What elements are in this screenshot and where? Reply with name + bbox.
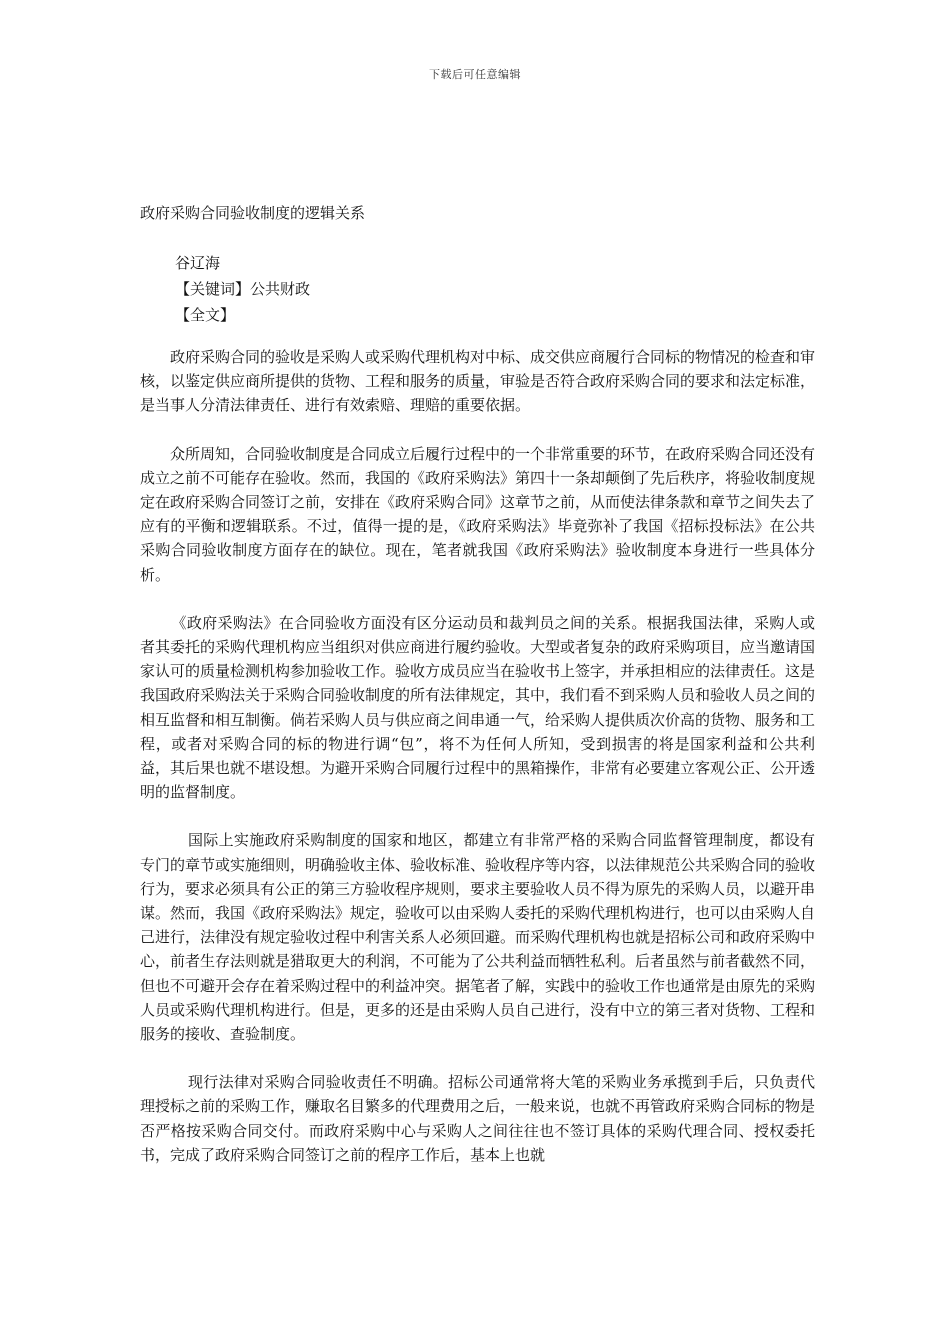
paragraph: 国际上实施政府采购制度的国家和地区，都建立有非常严格的采购合同监督管理制度，都设有专门的章节或实施细则，明确验收主体、验收标准、验收程序等内容，以法律规范公共采购合同的验收行为，要求必须具有公正的第三方验收程序规则，要求主要验收人员不得为原先的采购人员，以避开串谋。然而，我国《政府采购法》规定，验收可以由采购人委托的采购代理机构进行，也可以由采购人自己进行，法律没有规定验收过程中利害关系人必须回避。而采购代理机构也就是招标公司和政府采购中心，前者生存法则就是猎取更大的利润，不可能为了公共利益而牺牲私利。后者虽然与前者截然不同，但也不可避开会存在着采购过程中的利益冲突。据笔者了解，实践中的验收工作也通常是由原先的采购人员或采购代理机构进行。但是，更多的还是由采购人员自己进行，没有中立的第三者对货物、工程和服务的接收、查验制度。 xyxy=(140,831,816,1044)
keywords-line: 【关键词】公共财政 xyxy=(175,280,311,298)
paragraph: 《政府采购法》在合同验收方面没有区分运动员和裁判员之间的关系。根据我国法律，采购人或者其委托的采购代理机构应当组织对供应商进行履约验收。大型或者复杂的政府采购项目，应当邀请国家认可的质量检测机构参加验收工作。验收方成员应当在验收书上签字，并承担相应的法律责任。这是我国政府采购法关于采购合同验收制度的所有法律规定，其中，我们看不到采购人员和验收人员之间的相互监督和相互制衡。倘若采购人员与供应商之间串通一气，给采购人提供质次价高的货物、服务和工程，或者对采购合同的标的物进行调“包”，将不为任何人所知，受到损害的将是国家利益和公共利益，其后果也就不堪设想。为避开采购合同履行过程中的黑箱操作，非常有必要建立客观公正、公开透明的监督制度。 xyxy=(140,613,816,802)
paragraph: 政府采购合同的验收是采购人或采购代理机构对中标、成交供应商履行合同标的物情况的检查和审核，以鉴定供应商所提供的货物、工程和服务的质量，审验是否符合政府采购合同的要求和法定标准，是当事人分清法律责任、进行有效索赔、理赔的重要依据。 xyxy=(140,348,816,415)
article-meta xyxy=(175,250,310,328)
header-note: 下载后可任意编辑 xyxy=(429,68,521,81)
paragraph: 众所周知，合同验收制度是合同成立后履行过程中的一个非常重要的环节，在政府采购合同还没有成立之前不可能存在验收。然而，我国的《政府采购法》第四十一条却颠倒了先后秩序，将验收制度规定在政府采购合同签订之前，安排在《政府采购合同》这章节之前，从而使法律条款和章节之间失去了应有的平衡和逻辑联系。不过，值得一提的是，《政府采购法》毕竟弥补了我国《招标投标法》在公共采购合同验收制度方面存在的缺位。现在，笔者就我国《政府采购法》验收制度本身进行一些具体分析。 xyxy=(140,444,816,584)
paragraph: 现行法律对采购合同验收责任不明确。招标公司通常将大笔的采购业务承揽到手后，只负责代理授标之前的采购工作，赚取名目繁多的代理费用之后，一般来说，也就不再管政府采购合同标的物是否严格按采购合同交付。而政府采购中心与采购人之间往往也不签订具体的采购代理合同、授权委托书，完成了政府采购合同签订之前的程序工作后，基本上也就 xyxy=(140,1073,816,1164)
article-title: 政府采购合同验收制度的逻辑关系 xyxy=(140,204,366,222)
author-name: 谷辽海 xyxy=(175,254,221,272)
article-body xyxy=(140,345,815,1191)
fulltext-label: 【全文】 xyxy=(175,306,236,324)
